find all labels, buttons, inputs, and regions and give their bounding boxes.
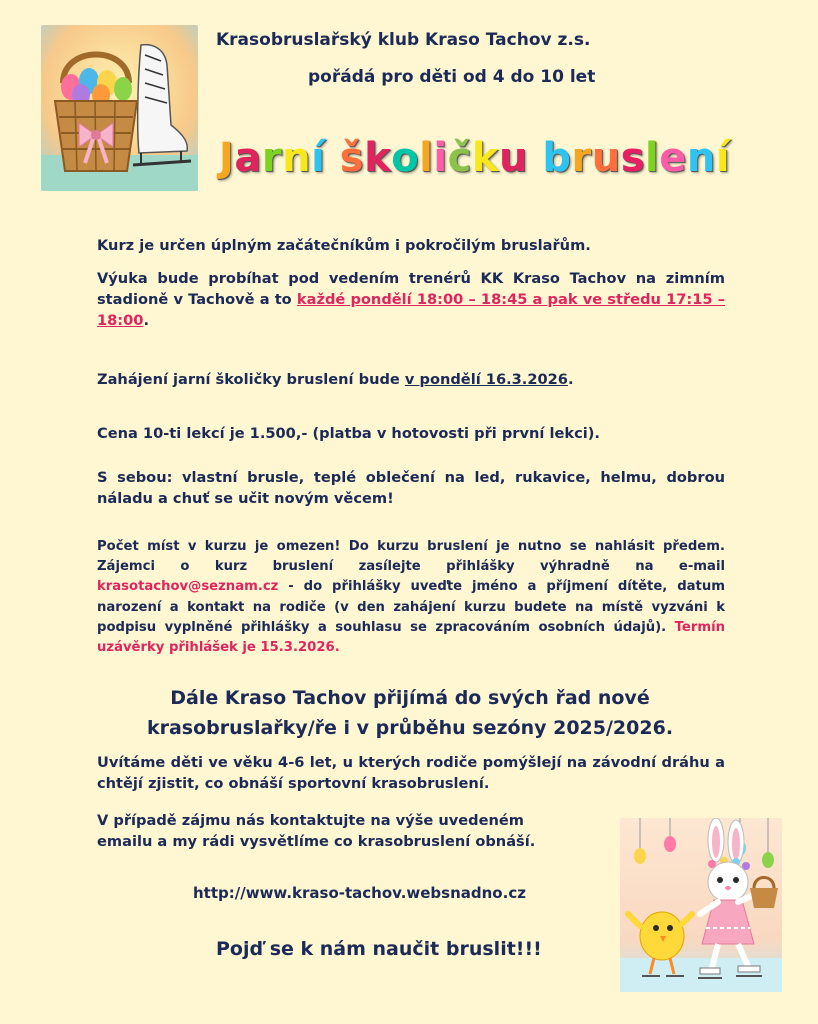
- title-letter: b: [542, 135, 572, 181]
- title-letter: i: [433, 135, 448, 181]
- recruitment-heading-line1: Dále Kraso Tachov přijímá do svých řad nové: [170, 687, 650, 709]
- title-letter: o: [391, 135, 420, 181]
- title-letter: n: [686, 135, 716, 181]
- main-title-text: [219, 135, 730, 181]
- title-letter: r: [261, 135, 283, 181]
- title-letter: l: [645, 135, 660, 181]
- title-letter: u: [498, 135, 528, 181]
- bunny-chick-skating-image: [620, 818, 782, 992]
- title-letter: a: [234, 135, 262, 181]
- registration-text-1: Počet míst v kurzu je omezen! Do kurzu bruslení je nutno se nahlásit předem. Zájemci o kurz bruslení zasílejte přihlášky výhradně na e-mail: [97, 539, 725, 575]
- schedule-suffix: .: [143, 312, 150, 329]
- registration-text-2: - do přihlášky uveďte jméno a příjmení dítěte, datum narození a kontakt na rodiče (v den zahájení kurzu budete na místě vyzváni k podpisu vyplněné přihlášky a souhlasu se zpracováním osobních údajů).: [97, 579, 725, 635]
- title-letter: k: [364, 135, 392, 181]
- easter-basket-skate-image: [41, 25, 198, 191]
- course-price: Cena 10-ti lekcí je 1.500,- (platba v hotovosti při první lekci).: [97, 425, 600, 442]
- title-letter: l: [419, 135, 434, 181]
- course-bring: S sebou: vlastní brusle, teplé oblečení na led, rukavice, helmu, dobrou náladu a chuť se učit novým věcem!: [97, 469, 725, 507]
- website-link[interactable]: http://www.kraso-tachov.websnadno.cz: [193, 884, 526, 902]
- course-intro: Kurz je určen úplným začátečníkům i pokročilým bruslařům.: [97, 237, 591, 254]
- registration-deadline: Termín uzávěrky přihlášek je 15.3.2026.: [97, 619, 725, 656]
- title-letter: k: [471, 135, 499, 181]
- recruitment-welcome: Uvítáme děti ve věku 4-6 let, u kterých rodiče pomýšlejí na závodní dráhu a chtějí zjistit, co obnáší sportovní krasobruslení.: [97, 754, 725, 792]
- contact-line1: V případě zájmu nás kontaktujte na výše uvedeném: [97, 812, 524, 829]
- title-letter: š: [339, 135, 365, 181]
- closing-slogan: Pojď se k nám naučit bruslit!!!: [216, 938, 542, 960]
- start-suffix: .: [567, 371, 574, 388]
- club-name: Krasobruslařský klub Kraso Tachov z.s.: [216, 30, 591, 50]
- title-letter: č: [447, 135, 472, 181]
- recruitment-heading: [60, 683, 760, 743]
- main-title: [219, 135, 730, 181]
- title-letter: J: [219, 135, 235, 181]
- registration-email-link[interactable]: krasotachov@seznam.cz: [97, 579, 279, 595]
- title-letter: í: [311, 135, 326, 181]
- recruitment-contact: [97, 810, 617, 852]
- title-letter: n: [282, 135, 312, 181]
- title-letter: í: [715, 135, 731, 181]
- contact-line2: emailu a my rádi vysvětlíme co krasobruslení obnáší.: [97, 833, 536, 850]
- registration-info: [97, 537, 725, 658]
- course-start: [97, 369, 725, 390]
- course-schedule: [97, 268, 725, 331]
- schedule-prefix: Výuka bude probíhat pod vedením trenérů KK Kraso Tachov na zimním stadioně v Tachově a to: [97, 270, 725, 308]
- start-date: v pondělí 16.3.2026: [404, 371, 568, 388]
- recruitment-heading-line2: krasobruslařky/ře i v průběhu sezóny 2025/2026.: [146, 717, 674, 739]
- start-prefix: Zahájení jarní školičky bruslení bude: [97, 371, 405, 388]
- schedule-times: každé pondělí 18:00 – 18:45 a pak ve středu 17:15 – 18:00: [97, 291, 725, 329]
- title-letter: e: [659, 135, 687, 181]
- title-letter: u: [591, 135, 621, 181]
- title-letter: s: [620, 135, 646, 181]
- title-letter: [325, 135, 339, 181]
- organizer-subtitle: pořádá pro děti od 4 do 10 let: [308, 67, 596, 87]
- title-letter: [528, 135, 542, 181]
- title-letter: r: [571, 135, 592, 181]
